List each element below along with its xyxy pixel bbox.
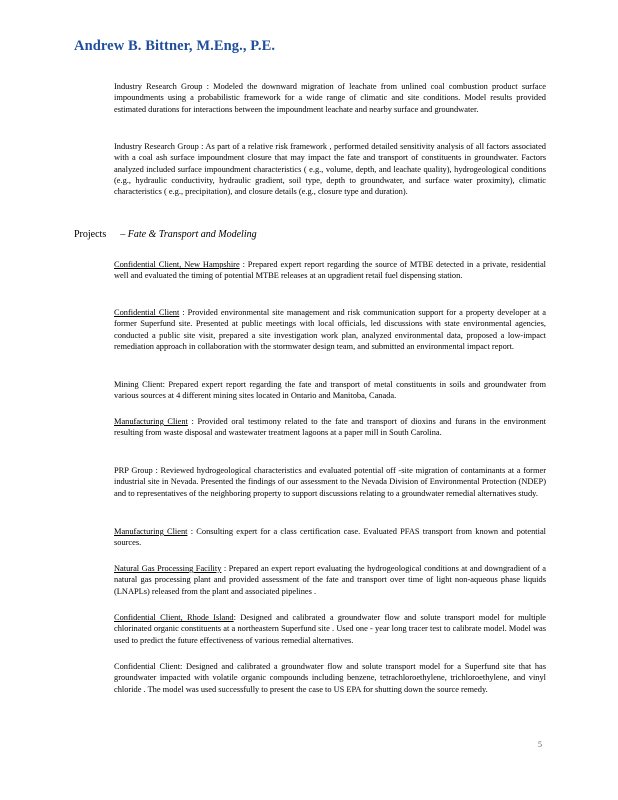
project-client: Manufacturing Client xyxy=(114,417,188,426)
project-entry xyxy=(114,661,546,695)
page-header: Andrew B. Bittner, M.Eng., P.E. xyxy=(74,38,276,54)
project-description: PRP Group : Reviewed hydrogeological characteristics and evaluated potential off -site migration of contaminants at a former industrial site in Nevada. Presented the findings of our assessment to the Nevada Division of Environmental Protection (NDEP) and to representatives of the neighboring property to support discussions relating to a groundwater remedial alternatives study. xyxy=(114,466,546,498)
project-description: : Provided environmental site management and risk communication support for a property developer at a former Superfund site. Presented at public meetings with local officials, led discussions with state environmental agencies, conducted a public site visit, prepared a site investigation work plan, analyzed environmental data, proposed a low-impact remediation approach in collaboration with the stormwater design team, and submitted an environmental impact report. xyxy=(114,308,546,351)
section-subtitle: – Fate & Transport and Modeling xyxy=(120,229,257,240)
project-entry xyxy=(114,465,546,499)
section-label: Projects xyxy=(74,229,107,240)
project-description: : Consulting expert for a class certification case. Evaluated PFAS transport from known and potential sources. xyxy=(114,527,546,548)
project-entry xyxy=(114,259,546,282)
project-client: Confidential Client, Rhode Island xyxy=(114,613,234,622)
project-client: Manufacturing Client xyxy=(114,527,188,536)
project-entry xyxy=(114,416,546,439)
project-description: Mining Client: Prepared expert report regarding the fate and transport of metal constituents in soils and groundwater from various sources at 4 different mining sites located in Ontario and Manitoba, Canada. xyxy=(114,380,546,401)
project-client: Natural Gas Processing Facility xyxy=(114,564,222,573)
intro-paragraph: Industry Research Group : Modeled the downward migration of leachate from unlined coal combustion product surface impoundments using a probabilistic framework for a wide range of climatic and site conditions. Model results provided estimated durations for interactions between the impoundment leachate and nearby surface and groundwater. xyxy=(114,82,546,114)
project-entry xyxy=(114,526,546,549)
project-entry xyxy=(114,379,546,402)
project-description: : Provided oral testimony related to the fate and transport of dioxins and furans in the environment resulting from waste disposal and wastewater treatment lagoons at a paper mill in South Carolina. xyxy=(114,417,546,438)
page-number: 5 xyxy=(538,740,542,749)
project-entry xyxy=(114,563,546,597)
project-description: : Prepared expert report regarding the source of MTBE detected in a private, residential well and evaluated the timing of potential MTBE releases at an upgradient retail fuel dispensing station. xyxy=(114,260,546,281)
project-description: Confidential Client: Designed and calibrated a groundwater flow and solute transport model for a Superfund site that has groundwater impacted with volatile organic compounds including benzene, tetrachloroethylene, trichloroethylene, and vinyl chloride . The model was used successfully to present the case to US EPA for shutting down the source remedy. xyxy=(114,662,546,694)
project-client: Confidential Client, New Hampshire xyxy=(114,260,240,269)
project-entry xyxy=(114,307,546,352)
intro-paragraph: Industry Research Group : As part of a relative risk framework , performed detailed sensitivity analysis of all factors associated with a coal ash surface impoundment closure that may impact the fate and transport of constituents in groundwater. Factors analyzed included surface impoundment characteristics ( e.g., volume, depth, and leachate quality), hydrogeological conditions (e.g., hydraulic conductivity, hydraulic gradient, soil type, depth to groundwater, and surface water proximity), climatic characteristics ( e.g., precipitation), and closure details (e.g., closure type and duration). xyxy=(114,142,546,197)
project-description: : Prepared an expert report evaluating the hydrogeological conditions at and downgradient of a natural gas processing plant and provided assessment of the fate and transport over time of light non-aqueous phase liquids (LNAPLs) released from the plant and associated pipelines . xyxy=(114,564,546,596)
project-entry xyxy=(114,612,546,646)
section-heading xyxy=(74,229,257,240)
project-client: Confidential Client xyxy=(114,308,180,317)
project-description: : Designed and calibrated a groundwater flow and solute transport model for multiple chlorinated organic constituents at a northeastern Superfund site . Used one - year long tracer test to calibrate model. Model was used to predict the future effectiveness of various remedial alternatives. xyxy=(114,613,546,645)
